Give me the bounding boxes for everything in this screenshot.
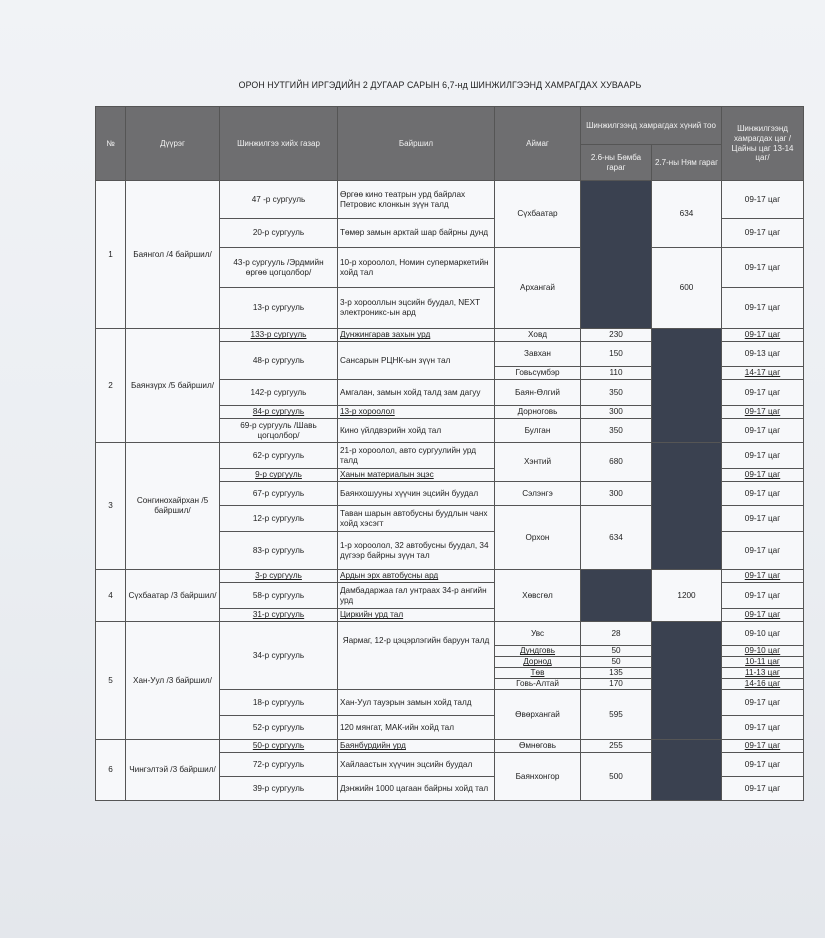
- hours: 09-17 цаг: [722, 609, 804, 622]
- hours: 09-17 цаг: [722, 219, 804, 248]
- province: Ховд: [495, 329, 581, 342]
- hours: 09-17 цаг: [722, 329, 804, 342]
- test-site: 13-р сургууль: [220, 288, 338, 329]
- day1-count: 680: [581, 443, 652, 482]
- test-site: 12-р сургууль: [220, 506, 338, 532]
- location: Төмөр замын арктай шар байрны дунд: [338, 219, 495, 248]
- header-day2: 2.7-ны Ням гараг: [652, 145, 722, 181]
- hours: 14-17 цаг: [722, 367, 804, 380]
- test-site: 47 -р сургууль: [220, 181, 338, 219]
- hours: 09-17 цаг: [722, 406, 804, 419]
- header-hours: Шинжилгээнд хамрагдах цаг /Цайны цаг 13-14 цаг/: [722, 107, 804, 181]
- province: Төв: [495, 668, 581, 679]
- group-number: 3: [96, 443, 126, 570]
- hours: 09-17 цаг: [722, 248, 804, 288]
- day1-count: 634: [581, 506, 652, 570]
- province: Баянхонгор: [495, 753, 581, 801]
- test-site: 39-р сургууль: [220, 777, 338, 801]
- hours: 14-16 цаг: [722, 679, 804, 690]
- location: 13-р хороолол: [338, 406, 495, 419]
- document-sheet: [40, 68, 794, 918]
- province: Дорнод: [495, 657, 581, 668]
- location: Өргөө кино театрын урд байрлах Петровис клонкын зүүн талд: [338, 181, 495, 219]
- table-row: [96, 443, 804, 469]
- table-row: [96, 622, 804, 646]
- location: Дунжингарав захын урд: [338, 329, 495, 342]
- hours: 09-17 цаг: [722, 716, 804, 740]
- test-site: 43-р сургууль /Эрдмийн өргөө цогцолбор/: [220, 248, 338, 288]
- province: Дундговь: [495, 646, 581, 657]
- hours: 09-17 цаг: [722, 570, 804, 583]
- header-day1: 2.6-ны Бөмба гараг: [581, 145, 652, 181]
- province: Орхон: [495, 506, 581, 570]
- table-row: [96, 181, 804, 219]
- district-name: Баянгол /4 байршил/: [126, 181, 220, 329]
- district-name: Сонгинохайрхан /5 байршил/: [126, 443, 220, 570]
- test-site: 67-р сургууль: [220, 482, 338, 506]
- day1-count: 170: [581, 679, 652, 690]
- location: Ардын эрх автобусны ард: [338, 570, 495, 583]
- province: Архангай: [495, 248, 581, 329]
- location: 1-р хороолол, 32 автобусны буудал, 34 дүгээр байрны зүүн тал: [338, 532, 495, 570]
- test-site: 52-р сургууль: [220, 716, 338, 740]
- test-site: 18-р сургууль: [220, 690, 338, 716]
- hours: 09-17 цаг: [722, 532, 804, 570]
- district-name: Хан-Уул /3 байршил/: [126, 622, 220, 740]
- location: Хан-Уул тауэрын замын хойд талд: [338, 690, 495, 716]
- header-daily-count: Шинжилгээнд хамрагдах хүний тоо: [581, 107, 722, 145]
- day2-count: [652, 622, 722, 740]
- day1-count: 350: [581, 380, 652, 406]
- test-site: 133-р сургууль: [220, 329, 338, 342]
- hours: 09-17 цаг: [722, 419, 804, 443]
- hours: 09-17 цаг: [722, 443, 804, 469]
- province: Говьсүмбэр: [495, 367, 581, 380]
- day1-count: 300: [581, 406, 652, 419]
- location: Хайлаастын хүүчин эцсийн буудал: [338, 753, 495, 777]
- test-site: 9-р сургууль: [220, 469, 338, 482]
- table-row: [96, 329, 804, 342]
- day1-count: 595: [581, 690, 652, 740]
- day1-count: 255: [581, 740, 652, 753]
- province: Булган: [495, 419, 581, 443]
- header-test-site: Шинжилгээ хийх газар: [220, 107, 338, 181]
- table-row: [96, 570, 804, 583]
- location: Амгалан, замын хойд талд зам дагуу: [338, 380, 495, 406]
- hours: 11-13 цаг: [722, 668, 804, 679]
- location: 120 мянгат, МАК-ийн хойд тал: [338, 716, 495, 740]
- table-row: [96, 740, 804, 753]
- province: Увс: [495, 622, 581, 646]
- day1-count: 230: [581, 329, 652, 342]
- day1-count: 110: [581, 367, 652, 380]
- test-site: 34-р сургууль: [220, 622, 338, 690]
- test-site: 72-р сургууль: [220, 753, 338, 777]
- hours: 09-10 цаг: [722, 622, 804, 646]
- test-site: 48-р сургууль: [220, 342, 338, 380]
- hours: 09-17 цаг: [722, 753, 804, 777]
- test-site: 31-р сургууль: [220, 609, 338, 622]
- province: Өвөрхангай: [495, 690, 581, 740]
- province: Хэнтий: [495, 443, 581, 482]
- location: Циркийн урд тал: [338, 609, 495, 622]
- test-site: 62-р сургууль: [220, 443, 338, 469]
- location: Яармаг, 12-р цэцэрлэгийн баруун талд: [338, 622, 495, 690]
- header-location: Байршил: [338, 107, 495, 181]
- hours: 09-17 цаг: [722, 380, 804, 406]
- group-number: 4: [96, 570, 126, 622]
- province: Говь-Алтай: [495, 679, 581, 690]
- hours: 09-17 цаг: [722, 777, 804, 801]
- day2-count: [652, 443, 722, 570]
- test-site: 84-р сургууль: [220, 406, 338, 419]
- header-province: Аймаг: [495, 107, 581, 181]
- day1-count: 500: [581, 753, 652, 801]
- day1-count: 28: [581, 622, 652, 646]
- province: Завхан: [495, 342, 581, 367]
- province: Хөвсгөл: [495, 570, 581, 622]
- location: Дамбадаржаа гал унтраах 34-р ангийн урд: [338, 583, 495, 609]
- location: 21-р хороолол, авто сургуулийн урд талд: [338, 443, 495, 469]
- header-district: Дүүрэг: [126, 107, 220, 181]
- group-number: 5: [96, 622, 126, 740]
- day1-count: 50: [581, 646, 652, 657]
- district-name: Чингэлтэй /3 байршил/: [126, 740, 220, 801]
- group-number: 6: [96, 740, 126, 801]
- test-site: 142-р сургууль: [220, 380, 338, 406]
- day1-count: [581, 570, 652, 622]
- hours: 09-17 цаг: [722, 469, 804, 482]
- day2-count: 1200: [652, 570, 722, 622]
- location: Баянбүрдийн урд: [338, 740, 495, 753]
- hours: 09-10 цаг: [722, 646, 804, 657]
- day1-count: 50: [581, 657, 652, 668]
- test-site: 58-р сургууль: [220, 583, 338, 609]
- location: Кино үйлдвэрийн хойд тал: [338, 419, 495, 443]
- day1-count: 350: [581, 419, 652, 443]
- hours: 09-17 цаг: [722, 288, 804, 329]
- day2-count: 600: [652, 248, 722, 329]
- hours: 10-11 цаг: [722, 657, 804, 668]
- group-number: 1: [96, 181, 126, 329]
- hours: 09-17 цаг: [722, 583, 804, 609]
- province: Баян-Өлгий: [495, 380, 581, 406]
- hours: 09-17 цаг: [722, 482, 804, 506]
- location: Баянхошууны хүүчин эцсийн буудал: [338, 482, 495, 506]
- province: Дорноговь: [495, 406, 581, 419]
- district-name: Баянзүрх /5 байршил/: [126, 329, 220, 443]
- location: 3-р хорооллын эцсийн буудал, NEXT электроникс-ын ард: [338, 288, 495, 329]
- province: Өмнөговь: [495, 740, 581, 753]
- group-number: 2: [96, 329, 126, 443]
- day1-count: 150: [581, 342, 652, 367]
- test-site: 20-р сургууль: [220, 219, 338, 248]
- test-site: 3-р сургууль: [220, 570, 338, 583]
- day1-count: [581, 181, 652, 329]
- district-name: Сүхбаатар /3 байршил/: [126, 570, 220, 622]
- test-site: 50-р сургууль: [220, 740, 338, 753]
- test-site: 69-р сургууль /Шавь цогцолбор/: [220, 419, 338, 443]
- test-site: 83-р сургууль: [220, 532, 338, 570]
- location: Ханын материалын эцэс: [338, 469, 495, 482]
- location: Сансарын РЦНК-ын зүүн тал: [338, 342, 495, 380]
- header-no: №: [96, 107, 126, 181]
- location: 10-р хороолол, Номин супермаркетийн хойд тал: [338, 248, 495, 288]
- province: Сүхбаатар: [495, 181, 581, 248]
- day2-count: 634: [652, 181, 722, 248]
- location: Дэнжийн 1000 цагаан байрны хойд тал: [338, 777, 495, 801]
- schedule-table: [95, 106, 804, 801]
- day1-count: 135: [581, 668, 652, 679]
- hours: 09-17 цаг: [722, 181, 804, 219]
- day2-count: [652, 740, 722, 801]
- hours: 09-17 цаг: [722, 740, 804, 753]
- hours: 09-17 цаг: [722, 506, 804, 532]
- hours: 09-13 цаг: [722, 342, 804, 367]
- hours: 09-17 цаг: [722, 690, 804, 716]
- province: Сэлэнгэ: [495, 482, 581, 506]
- day1-count: 300: [581, 482, 652, 506]
- location: Таван шарын автобусны буудлын чанх хойд хэсэгт: [338, 506, 495, 532]
- document-title: ОРОН НУТГИЙН ИРГЭДИЙН 2 ДУГААР САРЫН 6,7-нд ШИНЖИЛГЭЭНД ХАМРАГДАХ ХУВААРЬ: [238, 80, 642, 90]
- day2-count: [652, 329, 722, 443]
